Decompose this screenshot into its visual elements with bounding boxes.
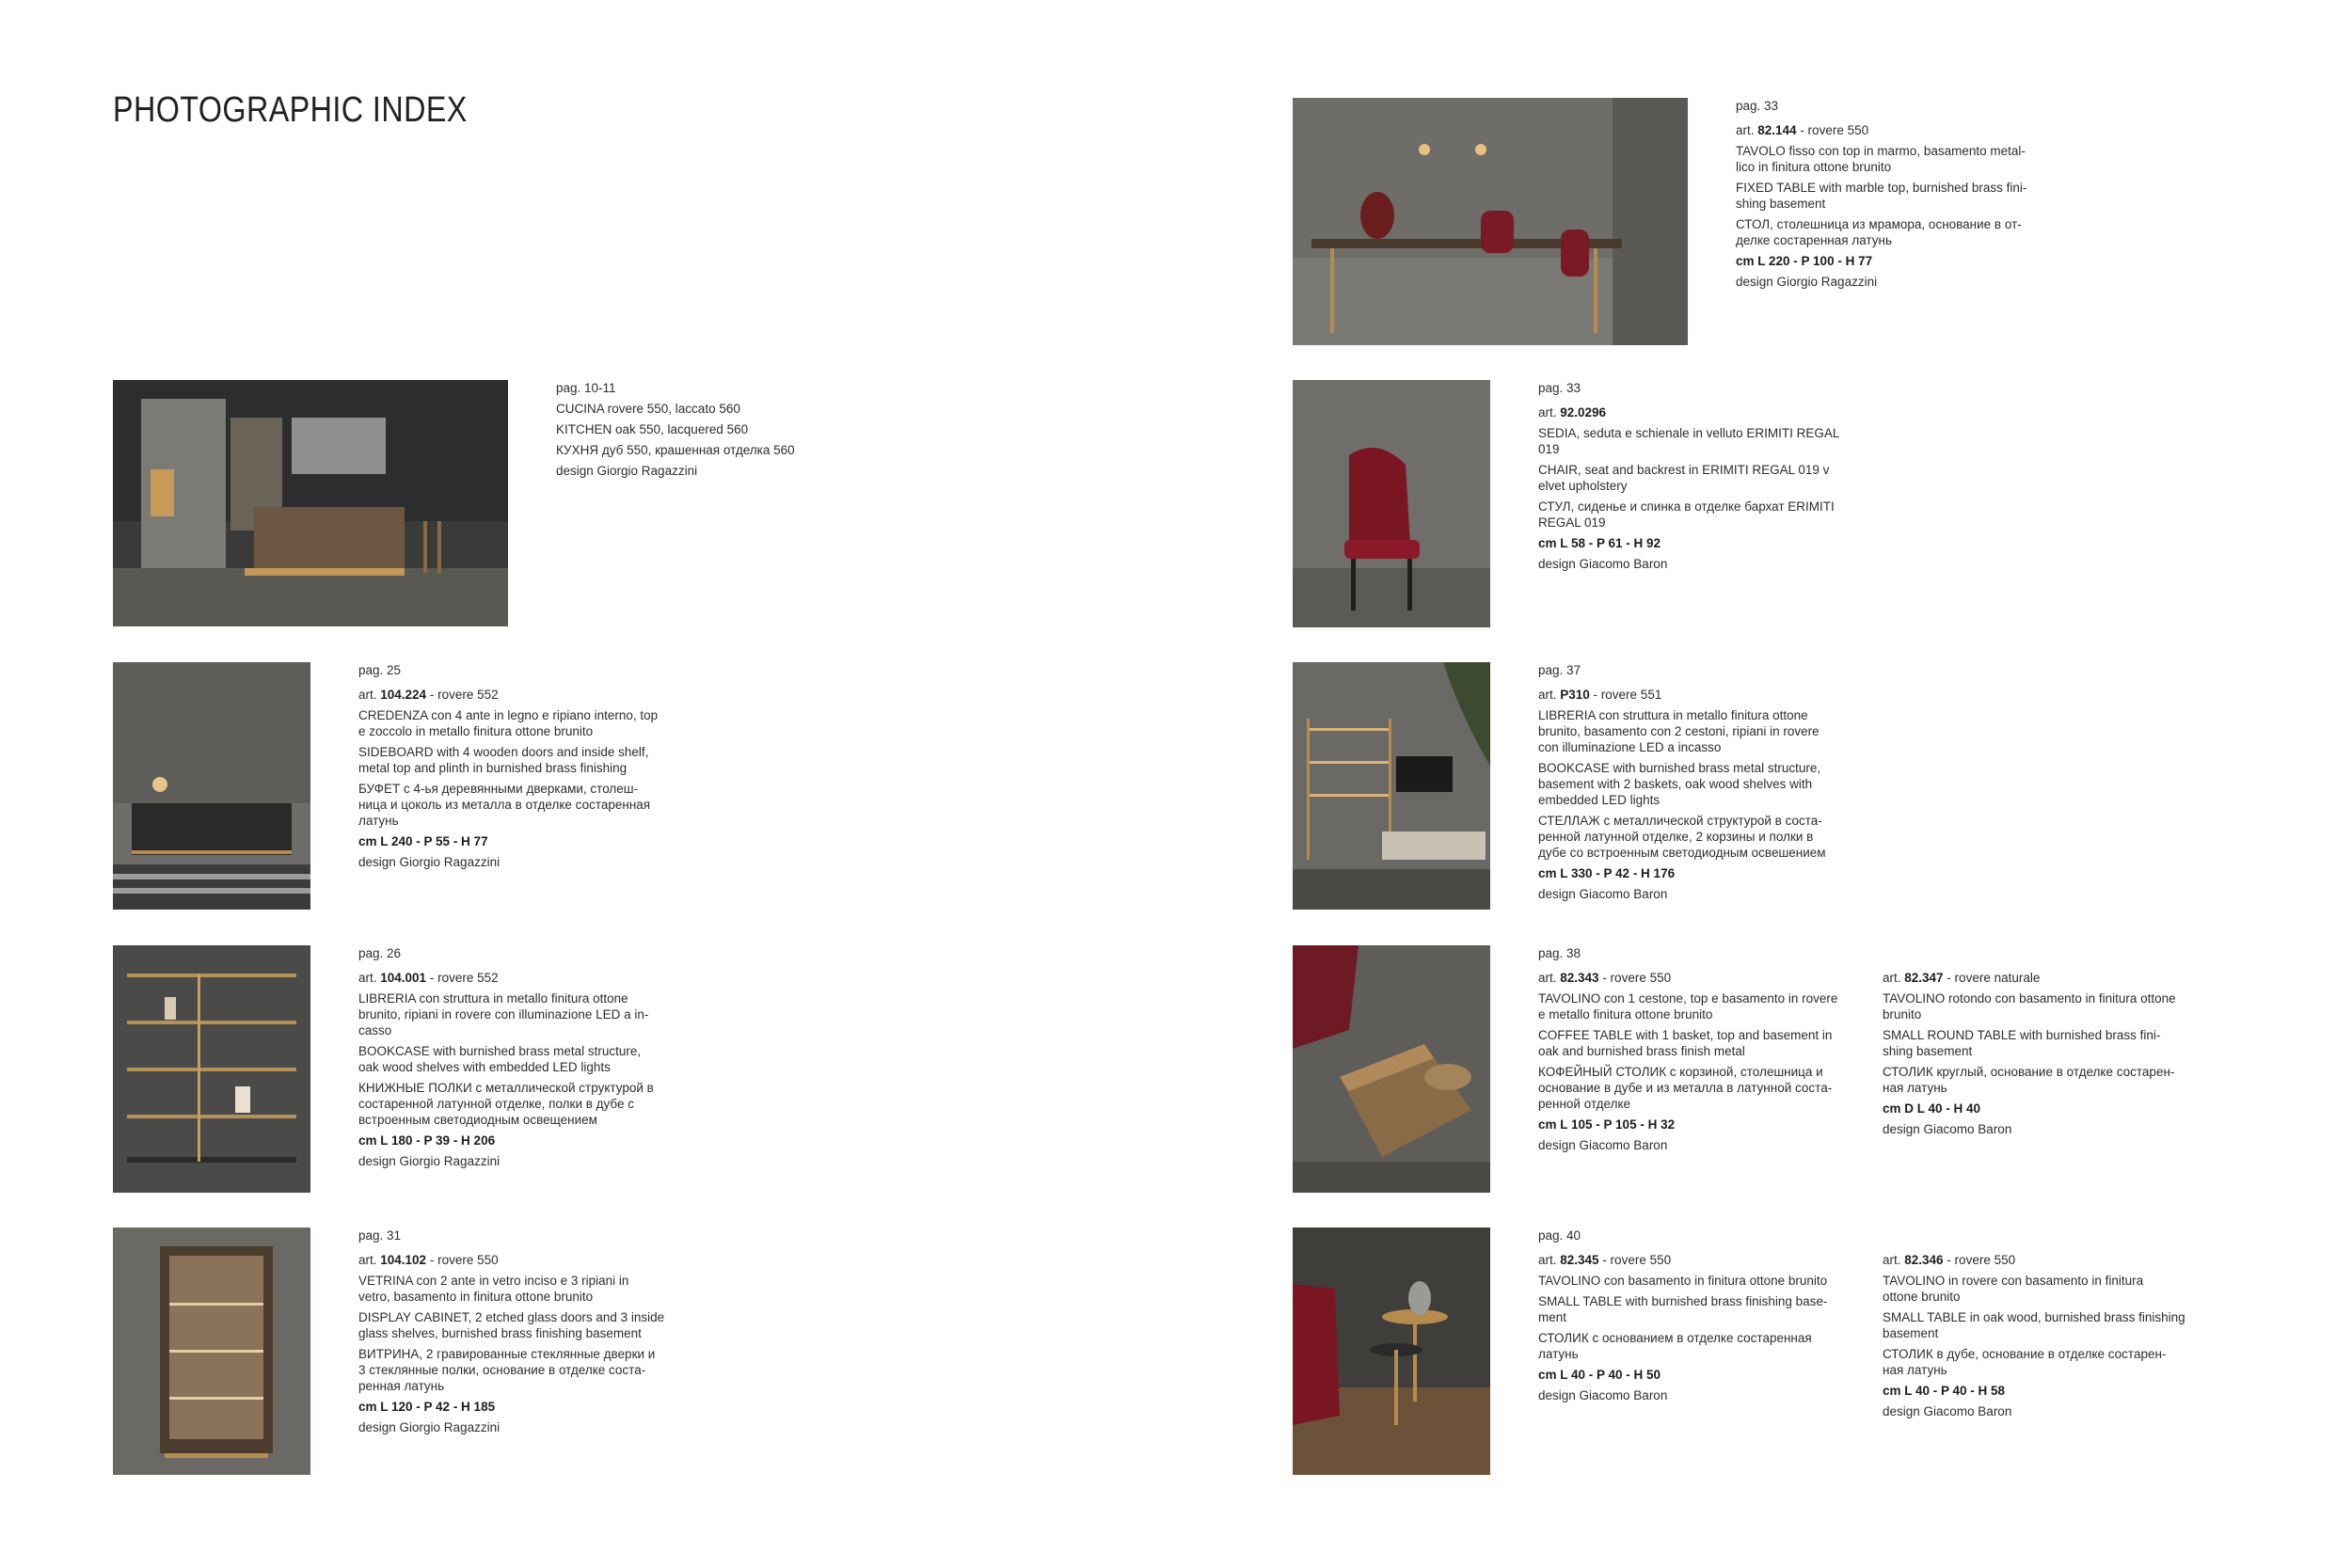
small-table-346-caption bbox=[1883, 1252, 2202, 1424]
sideboard-caption bbox=[358, 662, 678, 875]
description-ru: СТОЛИК круглый, основание в отделке состарен- ная латунь bbox=[1883, 1065, 2175, 1095]
page-ref: pag. 31 bbox=[358, 1228, 402, 1243]
designer: design Giacomo Baron bbox=[1538, 887, 1668, 901]
article-code: 82.347 bbox=[1904, 971, 1944, 985]
article-line: art. 104.224 - rovere 552 bbox=[358, 688, 499, 702]
designer: design Giorgio Ragazzini bbox=[556, 464, 698, 478]
article-line: art. 82.347 - rovere naturale bbox=[1883, 971, 2041, 985]
designer: design Giacomo Baron bbox=[1538, 557, 1668, 571]
coffee-table-caption bbox=[1538, 945, 1858, 1158]
description-en: FIXED TABLE with marble top, burnished brass fini- shing basement bbox=[1736, 181, 2027, 211]
designer: design Giorgio Ragazzini bbox=[358, 1420, 501, 1434]
description-it: TAVOLINO con 1 cestone, top e basamento in rovere e metallo finitura ottone brunito bbox=[1538, 991, 1838, 1022]
chair-caption bbox=[1538, 380, 1858, 577]
description-it: LIBRERIA con struttura in metallo finitura ottone brunito, basamento con 2 cestoni, ripiani in rovere con illuminazione LED a incasso bbox=[1538, 708, 1820, 754]
designer: design Giorgio Ragazzini bbox=[358, 855, 501, 869]
bookcase-104-photo bbox=[113, 945, 310, 1193]
designer: design Giacomo Baron bbox=[1883, 1404, 2012, 1418]
article-code: 82.346 bbox=[1904, 1253, 1944, 1267]
dimensions: cm D L 40 - H 40 bbox=[1883, 1101, 1981, 1116]
description-ru: СТОЛИК в дубе, основание в отделке состарен- ная латунь bbox=[1883, 1347, 2167, 1377]
page-ref: pag. 40 bbox=[1538, 1228, 1581, 1243]
description-ru: СТЕЛЛАЖ с металлической структурой в соста- ренной латунной отделке, 2 корзины и полки в дубе со встроенным светодиодным освешением bbox=[1538, 814, 1826, 860]
designer: design Giorgio Ragazzini bbox=[1736, 275, 1878, 289]
sideboard-photo bbox=[113, 662, 310, 910]
dimensions: cm L 40 - P 40 - H 50 bbox=[1538, 1368, 1661, 1382]
chair-photo bbox=[1293, 380, 1490, 627]
article-code: 104.224 bbox=[380, 688, 427, 702]
description-ru: ВИТРИНА, 2 гравированные стеклянные дверки и 3 стеклянные полки, основание в отделке соста- ренная латунь bbox=[358, 1347, 656, 1393]
dimensions: cm L 240 - P 55 - H 77 bbox=[358, 834, 488, 848]
kitchen-photo bbox=[113, 380, 508, 626]
article-line: art. P310 - rovere 551 bbox=[1538, 688, 1662, 702]
designer: design Giorgio Ragazzini bbox=[358, 1154, 501, 1168]
description-it: LIBRERIA con struttura in metallo finitura ottone brunito, ripiani in rovere con illuminazione LED a in- casso bbox=[358, 991, 649, 1037]
description-it: TAVOLO fisso con top in marmo, basamento metal- lico in finitura ottone brunito bbox=[1736, 144, 2026, 174]
designer: design Giacomo Baron bbox=[1538, 1138, 1668, 1152]
article-line: art. 82.343 - rovere 550 bbox=[1538, 971, 1672, 985]
page-ref: pag. 25 bbox=[358, 663, 402, 677]
description-ru: КУХНЯ дуб 550, крашенная отделка 560 bbox=[556, 443, 795, 457]
description-ru: СТОЛ, столешница из мрамора, основание в от- делке состаренная латунь bbox=[1736, 217, 2022, 247]
page-ref: pag. 10-11 bbox=[556, 381, 616, 395]
description-en: SMALL ROUND TABLE with burnished brass fini- shing basement bbox=[1883, 1028, 2161, 1058]
dimensions: cm L 330 - P 42 - H 176 bbox=[1538, 866, 1676, 880]
article-line: art. 82.345 - rovere 550 bbox=[1538, 1253, 1672, 1267]
description-ru: СТОЛИК с основанием в отделке состаренная латунь bbox=[1538, 1331, 1812, 1361]
small-table-345-caption bbox=[1538, 1227, 1858, 1408]
description-en: SMALL TABLE with burnished brass finishing base- ment bbox=[1538, 1294, 1828, 1324]
description-en: CHAIR, seat and backrest in ERIMITI REGAL 019 v elvet upholstery bbox=[1538, 463, 1830, 493]
dimensions: cm L 180 - P 39 - H 206 bbox=[358, 1133, 496, 1148]
description-ru: СТУЛ, сиденье и спинка в отделке бархат ERIMITI REGAL 019 bbox=[1538, 499, 1835, 530]
dimensions: cm L 58 - P 61 - H 92 bbox=[1538, 536, 1661, 550]
description-it: VETRINA con 2 ante in vetro inciso e 3 ripiani in vetro, basamento in finitura ottone brunito bbox=[358, 1274, 629, 1304]
dimensions: cm L 105 - P 105 - H 32 bbox=[1538, 1117, 1676, 1132]
description-it: CUCINA rovere 550, laccato 560 bbox=[556, 402, 740, 416]
description-ru: КНИЖНЫЕ ПОЛКИ с металлической структурой в состаренной латунной отделке, полки в дубе с встроенным светодиодным освещением bbox=[358, 1081, 654, 1127]
article-code: 104.102 bbox=[380, 1253, 427, 1267]
article-line: art. 104.102 - rovere 550 bbox=[358, 1253, 499, 1267]
designer: design Giacomo Baron bbox=[1883, 1122, 2012, 1136]
description-ru: БУФЕТ с 4-ья деревянными дверками, столеш- ница и цоколь из металла в отделке состаренная латунь bbox=[358, 782, 651, 828]
bookcase-p310-caption bbox=[1538, 662, 1858, 907]
dimensions: cm L 120 - P 42 - H 185 bbox=[358, 1400, 496, 1414]
page-ref: pag. 33 bbox=[1736, 99, 1779, 113]
designer: design Giacomo Baron bbox=[1538, 1388, 1668, 1402]
dimensions: cm L 40 - P 40 - H 58 bbox=[1883, 1384, 2006, 1398]
page-ref: pag. 33 bbox=[1538, 381, 1581, 395]
description-en: COFFEE TABLE with 1 basket, top and basement in oak and burnished brass finish metal bbox=[1538, 1028, 1833, 1058]
description-it: SEDIA, seduta e schienale in velluto ERIMITI REGAL 019 bbox=[1538, 426, 1840, 456]
description-en: SIDEBOARD with 4 wooden doors and inside shelf, metal top and plinth in burnished brass finishing bbox=[358, 745, 649, 775]
cabinet-photo bbox=[113, 1227, 310, 1475]
description-en: BOOKCASE with burnished brass metal structure, basement with 2 baskets, oak wood shelves with embedded LED lights bbox=[1538, 761, 1821, 807]
small-table-photo bbox=[1293, 1227, 1490, 1475]
article-line: art. 82.346 - rovere 550 bbox=[1883, 1253, 2016, 1267]
description-en: DISPLAY CABINET, 2 etched glass doors and 3 inside glass shelves, burnished brass finishing basement bbox=[358, 1310, 665, 1340]
dimensions: cm L 220 - P 100 - H 77 bbox=[1736, 254, 1873, 268]
table-caption bbox=[1736, 98, 2056, 294]
bookcase-104-caption bbox=[358, 945, 678, 1174]
page-title: PHOTOGRAPHIC INDEX bbox=[113, 90, 468, 130]
description-en: SMALL TABLE in oak wood, burnished brass finishing basement bbox=[1883, 1310, 2185, 1340]
article-code: P310 bbox=[1560, 688, 1590, 702]
cabinet-caption bbox=[358, 1227, 678, 1440]
page-ref: pag. 37 bbox=[1538, 663, 1581, 677]
description-en: KITCHEN oak 550, lacquered 560 bbox=[556, 422, 749, 436]
article-code: 104.001 bbox=[380, 971, 427, 985]
bookcase-p310-photo bbox=[1293, 662, 1490, 910]
description-it: TAVOLINO con basamento in finitura ottone brunito bbox=[1538, 1274, 1828, 1288]
page-ref: pag. 38 bbox=[1538, 946, 1581, 960]
article-line: art. 104.001 - rovere 552 bbox=[358, 971, 499, 985]
article-code: 82.343 bbox=[1560, 971, 1599, 985]
description-en: BOOKCASE with burnished brass metal structure, oak wood shelves with embedded LED lights bbox=[358, 1044, 642, 1074]
description-ru: КОФЕЙНЫЙ СТОЛИК с корзиной, столешница и основание в дубе и из металла в латунной соста- ренной отделке bbox=[1538, 1065, 1833, 1111]
page-ref: pag. 26 bbox=[358, 946, 402, 960]
description-it: CREDENZA con 4 ante in legno e ripiano interno, top e zoccolo in metallo finitura ottone brunito bbox=[358, 708, 659, 738]
coffee-table-photo bbox=[1293, 945, 1490, 1193]
description-it: TAVOLINO in rovere con basamento in finitura ottone brunito bbox=[1883, 1274, 2144, 1304]
article-code: 92.0296 bbox=[1560, 405, 1607, 420]
article-line: art. 82.144 - rovere 550 bbox=[1736, 123, 1869, 137]
round-table-caption bbox=[1883, 970, 2202, 1142]
article-code: 82.144 bbox=[1757, 123, 1797, 137]
table-photo bbox=[1293, 98, 1688, 345]
kitchen-caption bbox=[556, 380, 876, 483]
description-it: TAVOLINO rotondo con basamento in finitura ottone brunito bbox=[1883, 991, 2176, 1022]
article-code: 82.345 bbox=[1560, 1253, 1599, 1267]
article-line: art. 92.0296 bbox=[1538, 405, 1607, 420]
